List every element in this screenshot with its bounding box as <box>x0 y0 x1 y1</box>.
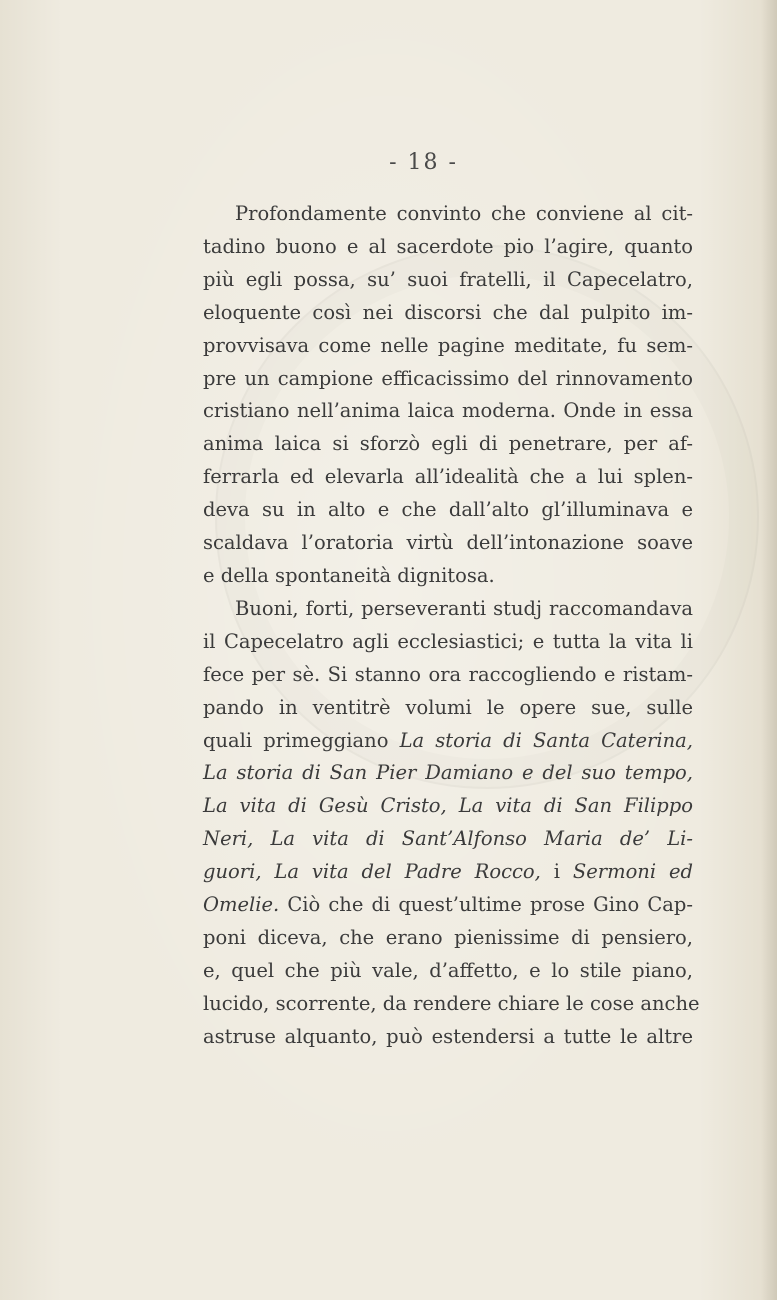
page-number: - 18 - <box>389 150 458 175</box>
italic-title-line: Neri, La vita di Sant’Alfonso Maria de’ Li- <box>203 827 693 851</box>
text-line <box>203 725 693 758</box>
body-text <box>203 198 700 1054</box>
text-line: fece per sè. Si stanno ora raccogliendo e ristam- <box>203 662 693 686</box>
text-line: astruse alquanto, può estendersi a tutte le altre <box>203 1024 693 1048</box>
text-line: lucido, scorrente, da rendere chiare le cose anche <box>203 991 700 1015</box>
italic-title-line: La storia di San Pier Damiano e del suo tempo, <box>203 761 693 785</box>
text-line: ferrarla ed elevarla all’idealità che a lui splen- <box>203 465 693 489</box>
text-line: pre un campione efficacissimo del rinnovamento <box>203 366 693 390</box>
text-line: e della spontaneità dignitosa. <box>203 563 495 587</box>
italic-title: Omelie. <box>203 893 280 917</box>
text-line <box>203 889 693 922</box>
page-edge-shadow <box>761 0 777 1300</box>
text-line: eloquente così nei discorsi che dal pulpito im- <box>203 300 693 324</box>
text-line: Profondamente convinto che conviene al cit- <box>235 202 693 225</box>
text-line: provvisava come nelle pagine meditate, fu sem- <box>203 333 693 357</box>
text-line: più egli possa, su’ suoi fratelli, il Capecelatro, <box>203 267 693 291</box>
text-line: e, quel che più vale, d’affetto, e lo stile piano, <box>203 958 693 982</box>
text-line: il Capecelatro agli ecclesiastici; e tutta la vita li <box>203 629 693 653</box>
text-line: Buoni, forti, perseveranti studj raccomandava <box>235 596 693 620</box>
text-line: poni diceva, che erano pienissime di pensiero, <box>203 925 693 949</box>
italic-title: La storia di Santa Caterina, <box>399 728 693 752</box>
text-run: Ciò che di quest’ultime prose Gino Cap- <box>279 893 693 917</box>
text-line: cristiano nell’anima laica moderna. Onde in essa <box>203 399 693 423</box>
paragraph-1 <box>203 198 693 593</box>
text-run: quali primeggiano <box>203 728 400 752</box>
text-line: pando in ventitrè volumi le opere sue, sulle <box>203 695 693 719</box>
text-line: anima laica si sforzò egli di penetrare, per af- <box>203 432 693 456</box>
text-line: tadino buono e al sacerdote pio l’agire, quanto <box>203 234 693 258</box>
paragraph-2 <box>203 593 700 1054</box>
italic-title-line: La vita di Gesù Cristo, La vita di San Filippo <box>203 794 693 818</box>
text-line <box>203 856 693 889</box>
italic-title: guori, La vita del Padre Rocco, <box>203 860 541 884</box>
text-line: deva su in alto e che dall’alto gl’illuminava e <box>203 498 693 522</box>
text-line: scaldava l’oratoria virtù dell’intonazione soave <box>203 531 693 555</box>
text-run: i <box>540 860 573 884</box>
italic-title: Sermoni ed <box>572 860 694 884</box>
